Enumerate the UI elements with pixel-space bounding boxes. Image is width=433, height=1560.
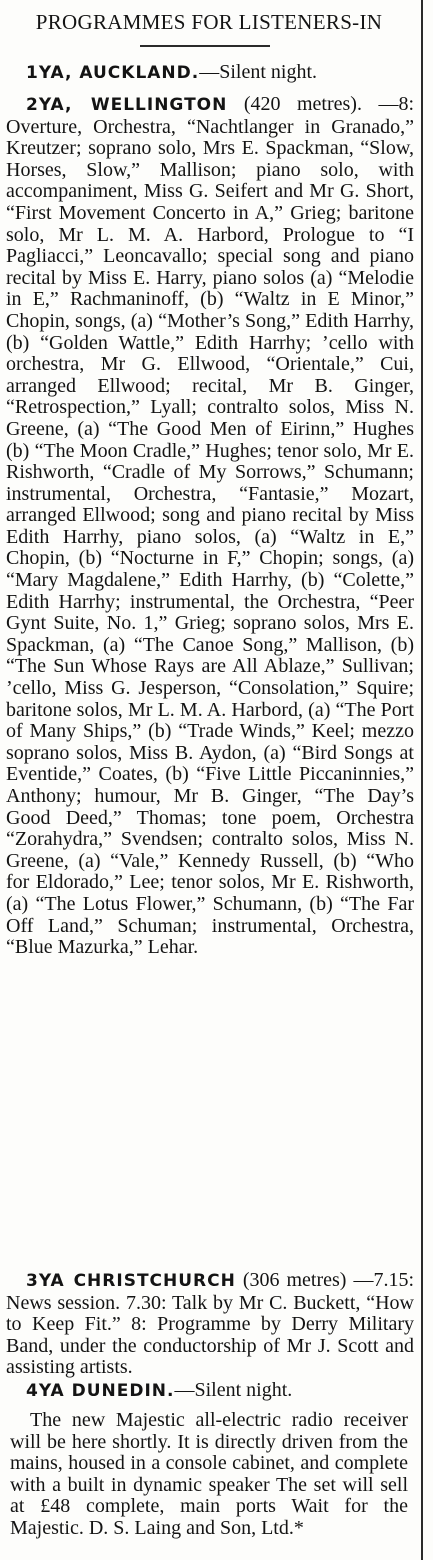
station-name: 4YA DUNEDIN. <box>26 1381 175 1401</box>
heading-rule <box>140 45 270 47</box>
station-entry-dunedin <box>6 1380 414 1403</box>
station-entry-auckland <box>6 62 414 85</box>
station-programme-text: —Silent night. <box>199 61 318 83</box>
page-title: PROGRAMMES FOR LISTENERS-IN <box>35 10 383 34</box>
station-name: 3YA CHRISTCHURCH <box>26 1271 236 1291</box>
station-entry-christchurch <box>6 1270 414 1379</box>
column-rule <box>421 0 423 1560</box>
station-programme-text: (420 metres). —8: Overture, Orchestra, “Nachtlanger in Granado,” Kreutzer; soprano solo, Mrs E. Spackman, “Slow, Horses, Slow,” Mallison; piano solo, with accompaniment, Miss G. Seifert and Mr G. Short, “First Movement Concerto in A,” Grieg; baritone solo, Mr L. M. A. Harbord, Prologue to “I Pagliacci,” Leoncavallo; special song and piano recital by Miss E. Harry, piano solos (a) “Melodie in E,” Rachmaninoff, (b) “Waltz in E Minor,” Chopin, songs, (a) “Mother’s Song,” Edith Harrhy, (b) “Golden Wattle,” Edith Harrhy; ’cello with orchestra, Mr G. Ellwood, “Orientale,” Cui, arranged Ellwood; recital, Mr B. Ginger, “Retrospection,” Lyall; contralto solos, Miss N. Greene, (a) “The Good Men of Eirinn,” Hughes (b) “The Moon Cradle,” Hughes; tenor solo, Mr E. Rishworth, “Cradle of My Sorrows,” Schumann; instrumental, Orchestra, “Fantasie,” Mozart, arranged Ellwood; song and piano recital by Miss Edith Harrhy, piano solos, (a) “Waltz in E,” Chopin, (b) “Nocturne in F,” Chopin; songs, (a) “Mary Magdalene,” Edith Harrhy, (b) “Colette,” Edith Harrhy; instrumental, the Orchestra, “Peer Gynt Suite, No. 1,” Grieg; soprano solos, Mrs E. Spackman, (a) “The Canoe Song,” Mallison, (b) “The Sun Whose Rays are All Ablaze,” Sullivan; ’cello, Miss G. Jesperson, “Consolation,” Squire; baritone solos, Mr L. M. A. Harbord, (a) “The Port of Many Ships,” (b) “Trade Winds,” Keel; mezzo soprano solos, Miss B. Aydon, (a) “Bird Songs at Eventide,” Coates, (b) “Five Little Piccaninnies,” Anthony; humour, Mr B. Ginger, “The Day’s Good Deed,” Thomas; tone poem, Orchestra “Zorahydra,” Svendsen; contralto solos, Miss N. Greene, (a) “Vale,” Kennedy Russell, (b) “Who for Eldorado,” Lee; tenor solos, Mr E. Rishworth, (a) “The Lotus Flower,” Schumann, (b) “The Far Off Land,” Schuman; instrumental, Orchestra, “Blue Mazurka,” Lehar. <box>6 93 414 959</box>
station-programme-text: (306 metres) —7.15: News session. 7.30: Talk by Mr C. Buckett, “How to Keep Fit.” 8: Programme by Derry Military Band, under the conductorship of Mr J. Scott and assisting artists. <box>6 1269 414 1379</box>
advertisement-paragraph <box>10 1410 408 1540</box>
station-programme-text: —Silent night. <box>174 1379 293 1401</box>
station-entry-wellington <box>6 94 414 959</box>
station-name: 2YA, WELLINGTON <box>26 95 228 115</box>
station-name: 1YA, AUCKLAND. <box>26 63 200 83</box>
advertisement-text: The new Majestic all-electric radio receiver will be here shortly. It is directly driven from the mains, housed in a console cabinet, and complete with a built in dynamic speaker The set will sell at £48 complete, main ports Wait for the Majestic. D. S. Laing and Son, Ltd.* <box>10 1409 408 1539</box>
